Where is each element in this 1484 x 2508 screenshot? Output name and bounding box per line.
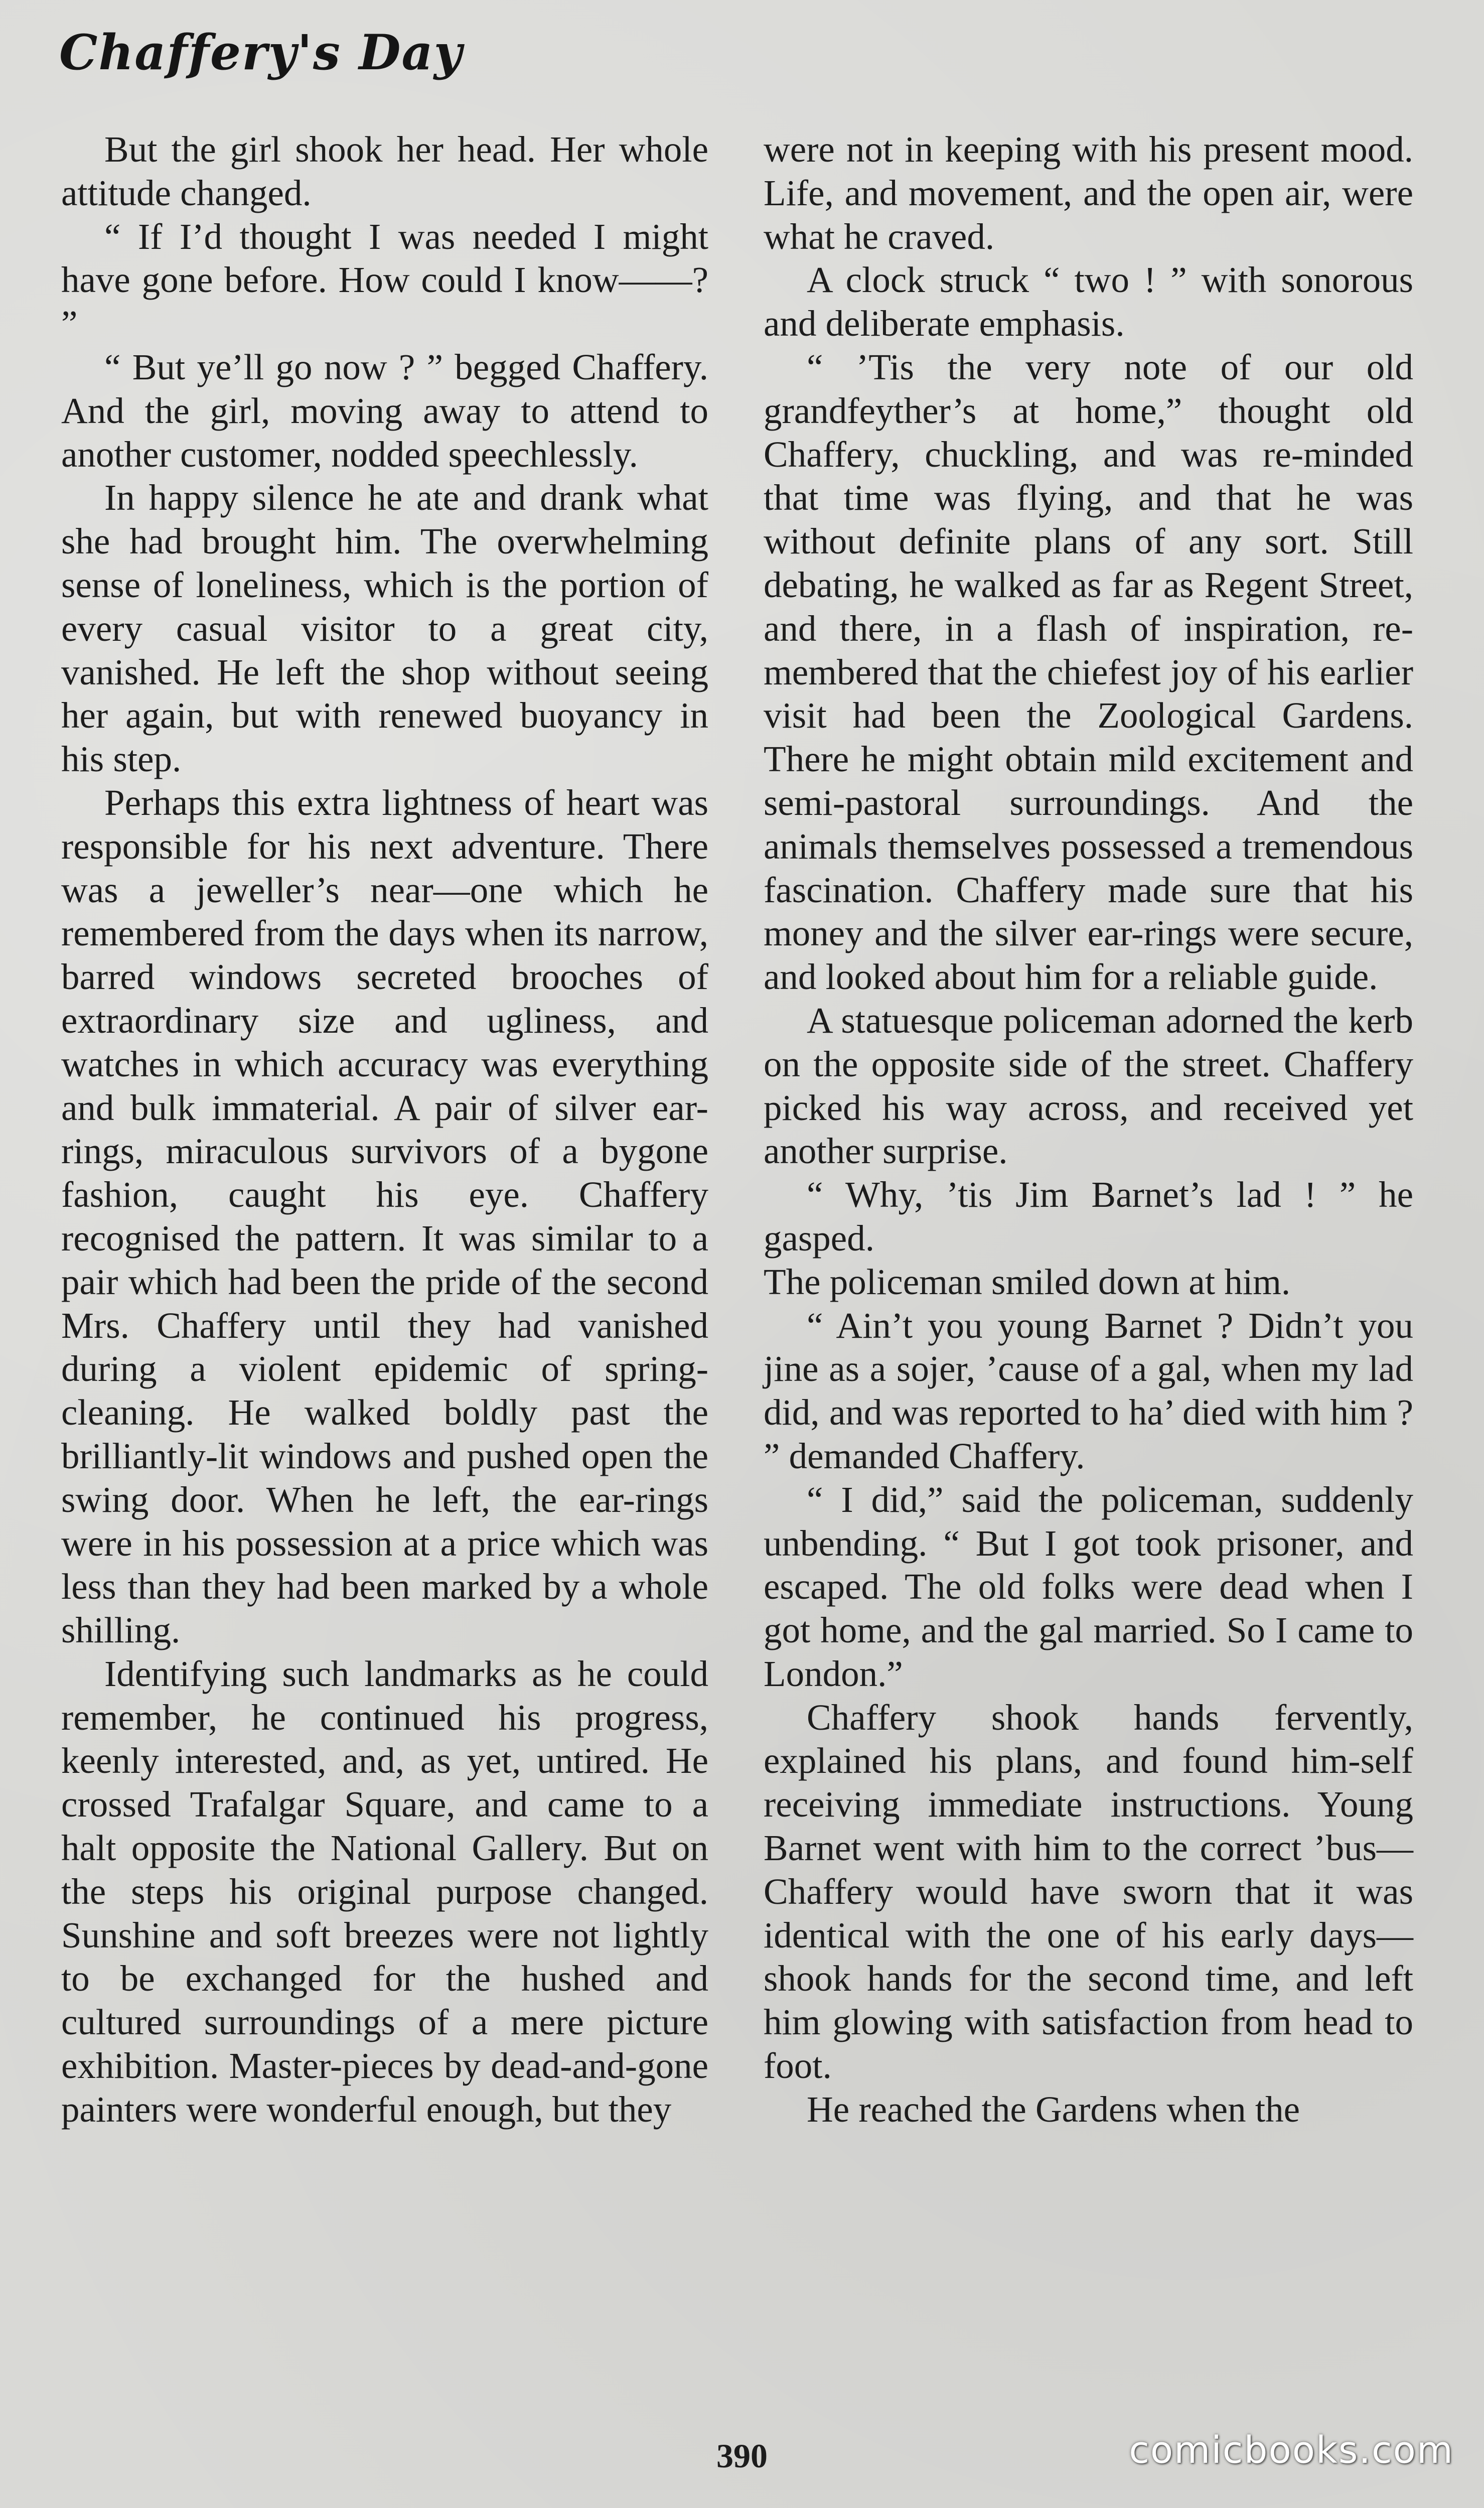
paragraph: were not in keeping with his present mood. Life, and movement, and the open air, were what he craved. [764,129,1413,257]
paragraph: “ I did,” said the policeman, suddenly unbending. “ But I got took prisoner, and escaped. The old folks were dead when I got home, and the gal married. So I came to London.” [764,1479,1413,1694]
paragraph: Chaffery shook hands fervently, explained his plans, and found him-self receiving immediate instructions. Young Barnet went with him to the correct ’bus—Chaffery would have sworn that it was identical with the one of his early days—shook hands for the second time, and left him glowing with satisfaction from head to foot. [764,1697,1413,2086]
paragraph: Perhaps this extra lightness of heart was responsible for his next adventure. There was a jeweller’s near—one which he remembered from the days when its narrow, barred windows secreted brooches of extraordinary size and ugliness, and watches in which accuracy was everything and bulk immaterial. A pair of silver ear-rings, miraculous survivors of a bygone fashion, caught his eye. Chaffery recognised the pattern. It was similar to a pair which had been the pride of the second Mrs. Chaffery until they had vanished during a violent epidemic of spring-cleaning. He walked boldly past the brilliantly-lit windows and pushed open the swing door. When he left, the ear-rings were in his possession at a price which was less than they had been marked by a whole shilling. [61,782,708,1651]
paragraph: Identifying such landmarks as he could remember, he continued his progress, keenly interested, and, as yet, untired. He crossed Trafalgar Square, and came to a halt opposite the National Gallery. But on the steps his original purpose changed. Sunshine and soft breezes were not lightly to be exchanged for the hushed and cultured surroundings of a mere picture exhibition. Master-pieces by dead-and-gone painters were wonderful enough, but they [61,1653,708,2130]
paragraph: “ Ain’t you young Barnet ? Didn’t you jine as a sojer, ’cause of a gal, when my lad did, and was reported to ha’ died with him ? ” demanded Chaffery. [764,1305,1413,1476]
paragraph: “ But ye’ll go now ? ” begged Chaffery. And the girl, moving away to attend to another customer, nodded speechlessly. [61,346,708,475]
paragraph: He reached the Gardens when the [807,2088,1300,2130]
paragraph: “ ’Tis the very note of our old grandfeyther’s at home,” thought old Chaffery, chuckling, and was re-minded that time was flying, and that he was without definite plans of any sort. Still debating, he walked as far as Regent Street, and there, in a flash of inspiration, re-membered that the chiefest joy of his earlier visit had been the Zoological Gardens. There he might obtain mild excitement and semi-pastoral surroundings. And the animals themselves possessed a tremendous fascination. Chaffery made sure that his money and the silver ear-rings were secure, and looked about him for a reliable guide. [764,346,1413,998]
page-number: 390 [716,2437,768,2475]
paragraph: In happy silence he ate and drank what she had brought him. The overwhelming sense of loneliness, which is the portion of every casual visitor to a great city, vanished. He left the shop without seeing her again, but with renewed buoyancy in his step. [61,477,708,780]
paragraph: But the girl shook her head. Her whole attitude changed. [61,129,708,213]
paragraph: A statuesque policeman adorned the kerb on the opposite side of the street. Chaffery picked his way across, and received yet another surprise. [764,1000,1413,1172]
paragraph: “ If I’d thought I was needed I might have gone before. How could I know——? ” [61,216,708,344]
paragraph: The policeman smiled down at him. [764,1261,1291,1302]
watermark: comicbooks.com [1129,2429,1454,2472]
left-column [61,128,708,2132]
paragraph: “ Why, ’tis Jim Barnet’s lad ! ” he gasped. [764,1174,1413,1259]
right-column [764,128,1413,2132]
paragraph: A clock struck “ two ! ” with sonorous and deliberate emphasis. [764,259,1413,344]
running-title: Chaffery's Day [59,24,463,81]
